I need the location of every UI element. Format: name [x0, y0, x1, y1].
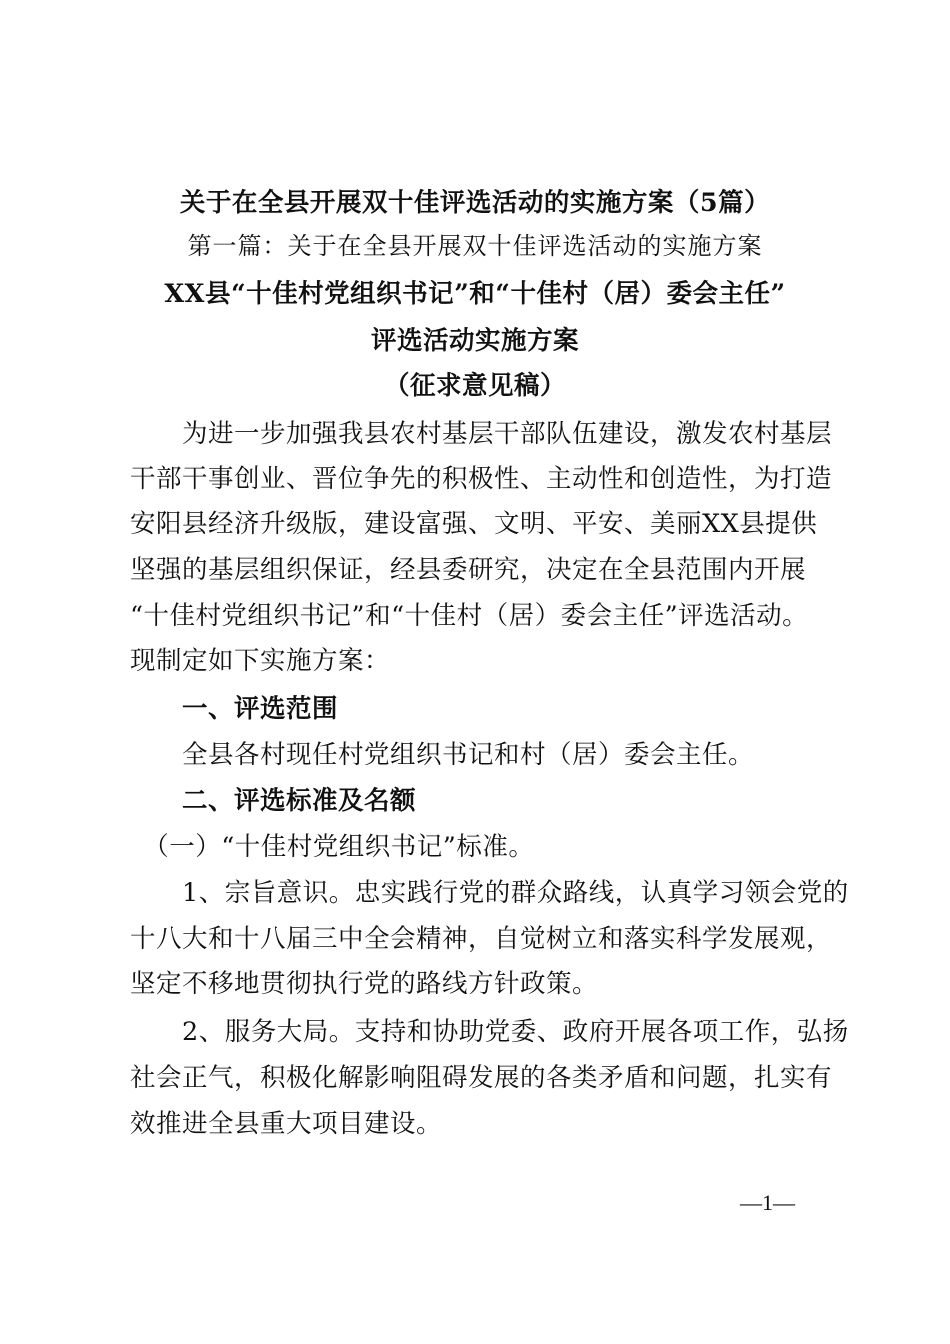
- document-title: 关于在全县开展双十佳评选活动的实施方案（5篇）: [179, 188, 771, 218]
- heading-line: （征求意见稿）: [383, 371, 566, 401]
- paragraph-line: 1、宗旨意识。忠实践行党的群众路线，认真学习领会党的: [130, 878, 849, 908]
- page-number: —1—: [740, 1190, 795, 1215]
- document-subtitle: 第一篇：关于在全县开展双十佳评选活动的实施方案: [187, 232, 763, 260]
- paragraph-line: 效推进全县重大项目建设。: [130, 1109, 443, 1139]
- paragraph-line: 全县各村现任村党组织书记和村（居）委会主任。: [130, 740, 755, 770]
- paragraph-line: “十佳村党组织书记”和“十佳村（居）委会主任”评选活动。: [130, 601, 809, 631]
- paragraph-line: 坚定不移地贯彻执行党的路线方针政策。: [130, 969, 599, 999]
- paragraph-line: 坚强的基层组织保证，经县委研究，决定在全县范围内开展: [130, 555, 807, 585]
- paragraph-line: 社会正气，积极化解影响阻碍发展的各类矛盾和问题，扎实有: [130, 1063, 833, 1093]
- paragraph-line: 安阳县经济升级版，建设富强、文明、平安、美丽XX县提供: [130, 509, 818, 539]
- subsection-heading: （一）“十佳村党组织书记”标准。: [130, 832, 535, 862]
- section-heading: 一、评选范围: [130, 694, 339, 724]
- paragraph-line: 现制定如下实施方案：: [130, 646, 391, 676]
- heading-line: XX县“十佳村党组织书记”和“十佳村（居）委会主任”: [164, 279, 786, 309]
- paragraph-line: 为进一步加强我县农村基层干部队伍建设，激发农村基层: [130, 419, 833, 449]
- section-heading: 二、评选标准及名额: [130, 786, 417, 816]
- heading-line: 评选活动实施方案: [370, 326, 579, 356]
- paragraph-line: 2、服务大局。支持和协助党委、政府开展各项工作，弘扬: [130, 1017, 849, 1047]
- paragraph-line: 十八大和十八届三中全会精神，自觉树立和落实科学发展观，: [130, 924, 833, 954]
- paragraph-line: 干部干事创业、晋位争先的积极性、主动性和创造性，为打造: [130, 464, 833, 494]
